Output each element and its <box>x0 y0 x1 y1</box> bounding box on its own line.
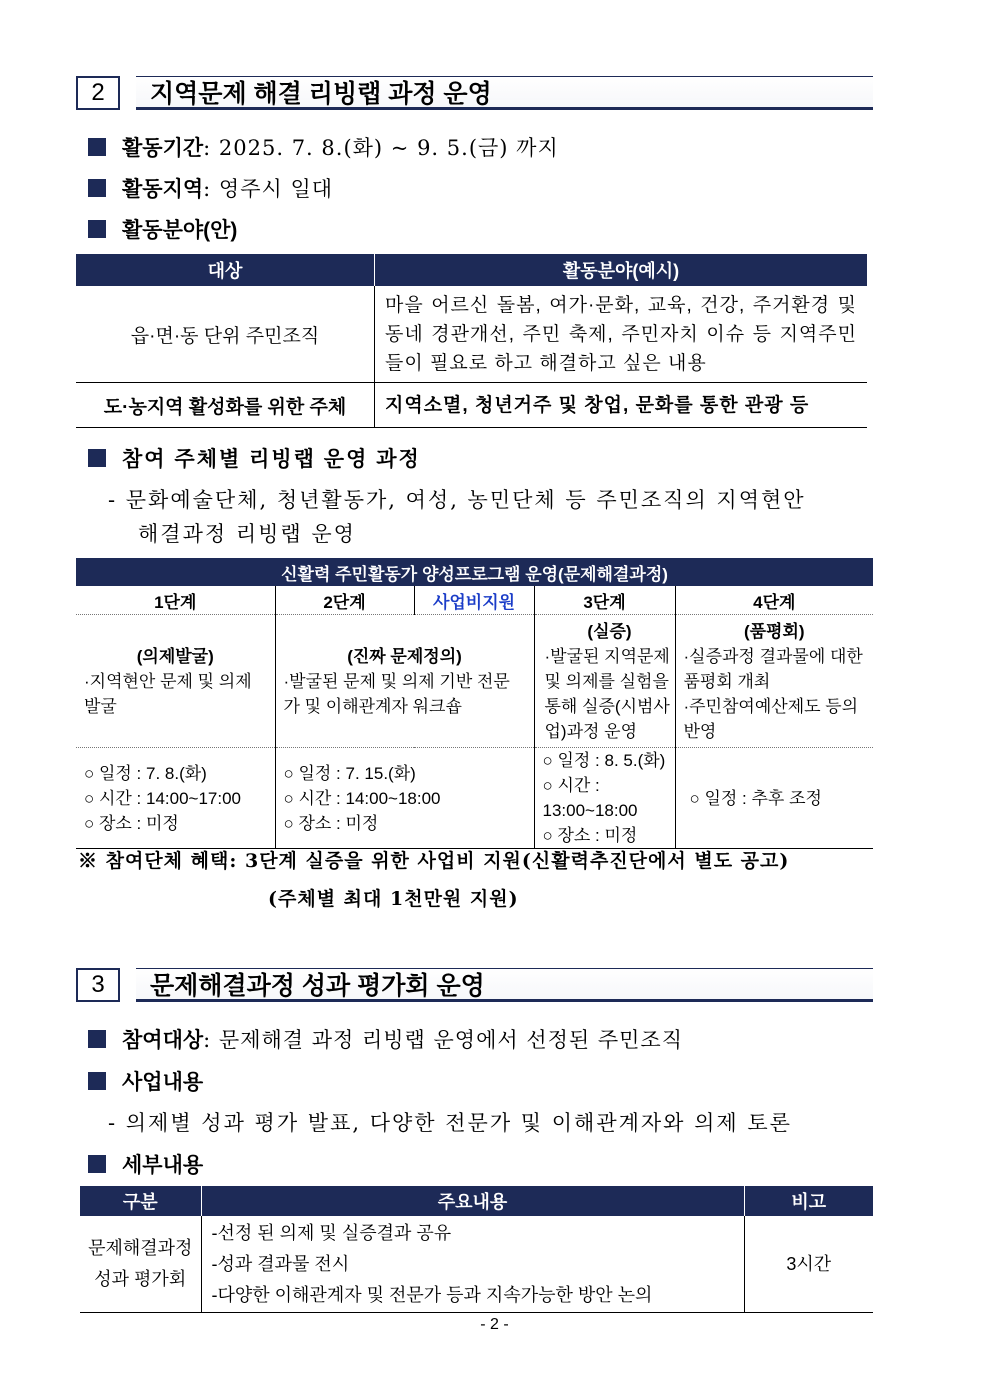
detail-label: 세부내용 <box>122 1154 204 1177</box>
schedule-place: ○ 장소 : 미정 <box>84 813 179 833</box>
detail-item: -성과 결과물 전시 <box>211 1253 350 1274</box>
target-text: : 문제해결 과정 리빙랩 운영에서 선정된 주민조직 <box>203 1028 684 1052</box>
square-bullet-icon <box>88 1155 106 1173</box>
detail-table <box>80 1186 873 1313</box>
field-label: 활동분야(안) <box>122 219 238 242</box>
area-text: : 영주시 일대 <box>203 177 334 201</box>
schedule-time: ○ 시간 : 14:00~17:00 <box>84 788 242 808</box>
target-label: 참여대상 <box>122 1029 204 1052</box>
process-desc-line-1: - 문화예술단체, 청년활동가, 여성, 농민단체 등 주민조직의 지역현안 <box>108 488 806 512</box>
business-bullet <box>88 1066 203 1096</box>
detail-category-line-1: 문제해결과정 <box>88 1238 193 1258</box>
stage-1-header: 1단계 <box>76 586 275 615</box>
square-bullet-icon <box>88 1072 106 1090</box>
stage-4-header: 4단계 <box>675 586 873 615</box>
schedule-date: ○ 일정 : 7. 8.(화) <box>84 763 207 783</box>
stage-4-body-2: ·주민참여예산제도 등의 반영 <box>683 696 859 741</box>
stage-3-body: ·발굴된 지역문제 및 의제를 실험을 통해 실증(시범사업)과정 운영 <box>544 646 670 741</box>
schedule-date: ○ 일정 : 7. 15.(화) <box>283 763 416 783</box>
stage-4-body-1: ·실증과정 결과물에 대한 품평회 개최 <box>683 646 863 691</box>
stage-2-schedule <box>275 748 534 849</box>
stage-1-title: (의제발굴) <box>136 646 214 666</box>
field-table <box>76 254 867 428</box>
stage-3-title: (실증) <box>587 621 632 641</box>
detail-item: -선정 된 의제 및 실증결과 공유 <box>211 1222 452 1243</box>
schedule-time: ○ 시간 : 14:00~18:00 <box>283 788 441 808</box>
period-label: 활동기간 <box>122 137 204 160</box>
square-bullet-icon <box>88 1030 106 1048</box>
field-content-cell: 마을 어르신 돌봄, 여가·문화, 교육, 건강, 주거환경 및 동네 경관개선, 주민 축제, 주민자치 이슈 등 지역주민들이 필요로 하고 해결하고 싶은 내용 <box>375 286 868 383</box>
stage-2-title: (진짜 문제정의) <box>347 646 462 666</box>
table-row <box>76 286 867 383</box>
table-row <box>76 383 867 428</box>
stage-1-desc <box>76 615 275 748</box>
detail-header-content: 주요내용 <box>201 1186 744 1216</box>
square-bullet-icon <box>88 138 106 156</box>
square-bullet-icon <box>88 220 106 238</box>
stage-3-header: 3단계 <box>534 586 675 615</box>
field-target-cell: 도·농지역 활성화를 위한 주체 <box>76 383 375 428</box>
business-desc: - 의제별 성과 평가 발표, 다양한 전문가 및 이해관계자와 의제 토론 <box>108 1111 792 1135</box>
schedule-place: ○ 장소 : 미정 <box>283 813 379 833</box>
program-table-caption: 신활력 주민활동가 양성프로그램 운영(문제해결과정) <box>76 558 873 586</box>
detail-category-line-2: 성과 평가회 <box>94 1269 187 1289</box>
benefit-note: ※ 참여단체 혜택: 3단계 실증을 위한 사업비 지원(신활력추진단에서 별도 공고) <box>78 850 790 872</box>
process-bullet <box>88 443 421 473</box>
stage-1-body: ·지역현안 문제 및 의제 발굴 <box>84 671 252 716</box>
stage-2-body: ·발굴된 문제 및 의제 기반 전문가 및 이해관계자 워크숍 <box>283 671 510 716</box>
stage-3-schedule <box>534 748 675 849</box>
schedule-time: ○ 시간 : 13:00~18:00 <box>542 776 638 820</box>
stage-3-desc <box>534 615 675 748</box>
schedule-date: ○ 일정 : 추후 조정 <box>689 788 822 808</box>
stage-4-title: (품평회) <box>743 621 805 641</box>
area-label: 활동지역 <box>122 178 204 201</box>
page-number: - 2 - <box>480 1316 509 1333</box>
schedule-place: ○ 장소 : 미정 <box>542 826 638 845</box>
detail-header-remark: 비고 <box>744 1186 873 1216</box>
detail-remark-cell: 3시간 <box>744 1216 873 1313</box>
detail-category-cell <box>80 1216 201 1313</box>
period-text: : 2025. 7. 8.(화) ~ 9. 5.(금) 까지 <box>203 136 559 160</box>
field-bullet <box>88 214 237 244</box>
stage-1-schedule <box>76 748 275 849</box>
stage-2-header: 2단계 <box>275 586 414 615</box>
period-bullet <box>88 132 559 162</box>
section-2-title: 지역문제 해결 리빙랩 과정 운영 <box>136 76 873 110</box>
field-table-header-field: 활동분야(예시) <box>375 254 868 286</box>
field-target-cell: 읍·면·동 단위 주민조직 <box>76 286 375 383</box>
stage-2-desc <box>275 615 534 748</box>
stage-4-desc <box>675 615 873 748</box>
process-label: 참여 주체별 리빙랩 운영 과정 <box>122 448 421 471</box>
process-desc-line-2: 해결과정 리빙랩 운영 <box>138 522 356 546</box>
business-label: 사업내용 <box>122 1071 204 1094</box>
stage-4-schedule <box>675 748 873 849</box>
table-row <box>80 1216 873 1313</box>
section-2-header <box>76 76 873 112</box>
target-bullet <box>88 1024 683 1054</box>
program-table <box>76 558 873 849</box>
square-bullet-icon <box>88 449 106 467</box>
schedule-date: ○ 일정 : 8. 5.(화) <box>542 751 666 770</box>
square-bullet-icon <box>88 179 106 197</box>
benefit-note-sub: (주체별 최대 1천만원 지원) <box>268 888 519 910</box>
detail-header-category: 구분 <box>80 1186 201 1216</box>
section-3-title: 문제해결과정 성과 평가회 운영 <box>136 968 873 1002</box>
section-3-header <box>76 968 873 1004</box>
section-2-number: 2 <box>76 76 120 110</box>
detail-content-cell <box>201 1216 744 1313</box>
section-3-number: 3 <box>76 968 120 1002</box>
area-bullet <box>88 173 333 203</box>
field-table-header-target: 대상 <box>76 254 375 286</box>
detail-item: -다양한 이해관계자 및 전문가 등과 지속가능한 방안 논의 <box>211 1284 653 1305</box>
detail-bullet <box>88 1149 203 1179</box>
funding-support-header: 사업비지원 <box>414 586 534 615</box>
field-content-cell: 지역소멸, 청년거주 및 창업, 문화를 통한 관광 등 <box>375 383 868 428</box>
